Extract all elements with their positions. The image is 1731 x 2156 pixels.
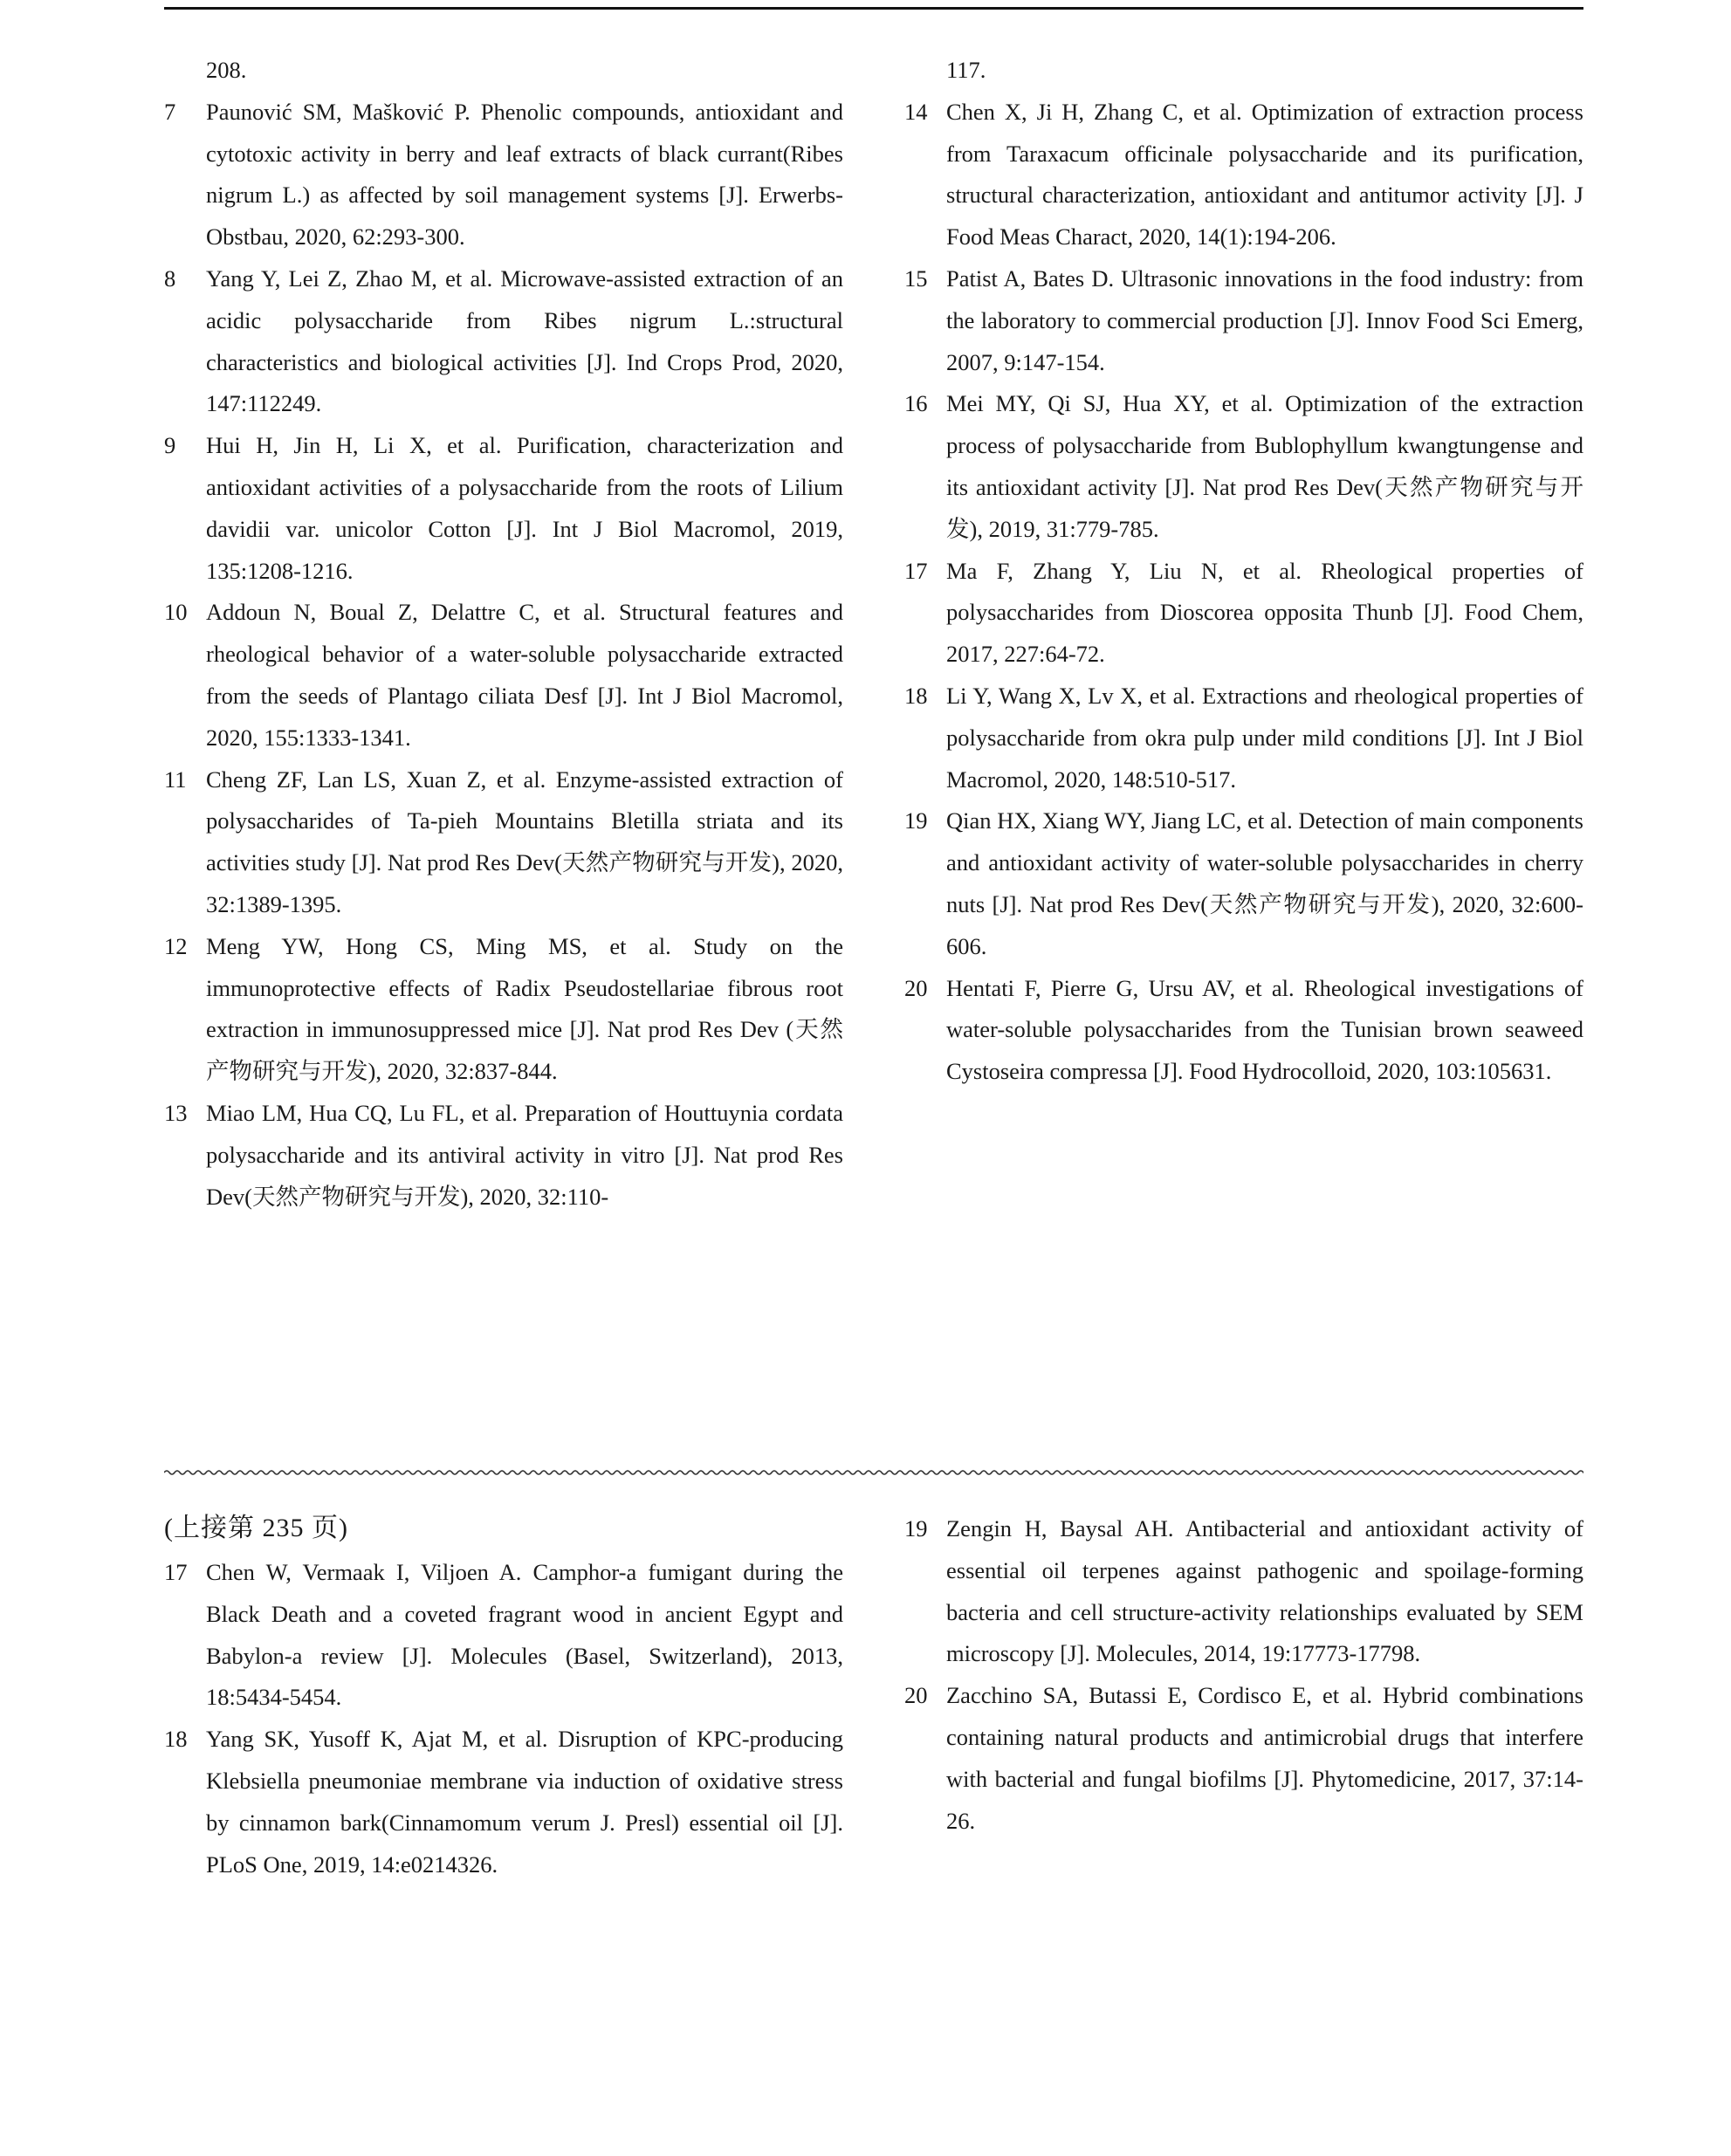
- wavy-divider: [164, 1465, 1583, 1480]
- continuation-text: 117.: [946, 57, 986, 83]
- reference-item: 14 Chen X, Ji H, Zhang C, et al. Optimization of extraction process from Taraxacum officinale polysaccharide and its purification, structural characterization, antioxidant and antitumor activity [J]. J Food Meas Charact, 2020, 14(1):194-206.: [904, 98, 1583, 251]
- reference-item: 19 Qian HX, Xiang WY, Jiang LC, et al. Detection of main components and antioxidant activity of water-soluble polysaccharides in cherry nuts [J]. Nat prod Res Dev(天然产物研究与开发), 2020, 32:600-606.: [904, 807, 1583, 959]
- reference-item: 15 Patist A, Bates D. Ultrasonic innovations in the food industry: from the laboratory to commercial production [J]. Innov Food Sci Emerg, 2007, 9:147-154.: [904, 264, 1583, 375]
- top-right-column: [904, 50, 1583, 1093]
- continued-from-label: (上接第 235 页): [164, 1514, 348, 1542]
- reference-item: 19 Zengin H, Baysal AH. Antibacterial and antioxidant activity of essential oil terpenes against pathogenic and spoilage-forming bacteria and cell structure-activity relationships evaluated by SEM microscopy [J]. Molecules, 2014, 19:17773-17798.: [904, 1515, 1583, 1667]
- bottom-right-column: [904, 1508, 1583, 1842]
- reference-item: 7 Paunović SM, Mašković P. Phenolic compounds, antioxidant and cytotoxic activity in berry and leaf extracts of black currant(Ribes nigrum L.) as affected by soil management systems [J]. Erwerbs-Obstbau, 2020, 62:293-300.: [164, 98, 843, 251]
- reference-item: 12 Meng YW, Hong CS, Ming MS, et al. Study on the immunoprotective effects of Radix Pseudostellariae fibrous root extraction in immunosuppressed mice [J]. Nat prod Res Dev (天然产物研究与开发), 2020, 32:837-844.: [164, 932, 843, 1085]
- continuation-text: 208.: [206, 57, 247, 83]
- header-rule: [164, 7, 1583, 10]
- reference-item: 17 Chen W, Vermaak I, Viljoen A. Camphor-a fumigant during the Black Death and a coveted fragrant wood in ancient Egypt and Babylon-a review [J]. Molecules (Basel, Switzerland), 2013, 18:5434-5454.: [164, 1559, 843, 1711]
- reference-item: 17 Ma F, Zhang Y, Liu N, et al. Rheological properties of polysaccharides from Dioscorea opposita Thunb [J]. Food Chem, 2017, 227:64-72.: [904, 557, 1583, 668]
- reference-item: 8 Yang Y, Lei Z, Zhao M, et al. Microwave-assisted extraction of an acidic polysaccharide from Ribes nigrum L.:structural characteristics and biological activities [J]. Ind Crops Prod, 2020, 147:112249.: [164, 264, 843, 417]
- reference-item: 16 Mei MY, Qi SJ, Hua XY, et al. Optimization of the extraction process of polysaccharide from Bublophyllum kwangtungense and its antioxidant activity [J]. Nat prod Res Dev(天然产物研究与开发), 2019, 31:779-785.: [904, 390, 1583, 542]
- reference-item: 20 Zacchino SA, Butassi E, Cordisco E, et al. Hybrid combinations containing natural products and antimicrobial drugs that interfere with bacterial and fungal biofilms [J]. Phytomedicine, 2017, 37:14-26.: [904, 1682, 1583, 1834]
- top-left-column: [164, 50, 843, 1218]
- reference-item: 18 Li Y, Wang X, Lv X, et al. Extractions and rheological properties of polysaccharide from okra pulp under mild conditions [J]. Int J Biol Macromol, 2020, 148:510-517.: [904, 682, 1583, 793]
- bottom-left-column: [164, 1507, 843, 1885]
- reference-item: 9 Hui H, Jin H, Li X, et al. Purification, characterization and antioxidant activities of a polysaccharide from the roots of Lilium davidii var. unicolor Cotton [J]. Int J Biol Macromol, 2019, 135:1208-1216.: [164, 432, 843, 584]
- reference-item: 11 Cheng ZF, Lan LS, Xuan Z, et al. Enzyme-assisted extraction of polysaccharides of Ta-pieh Mountains Bletilla striata and its activities study [J]. Nat prod Res Dev(天然产物研究与开发), 2020, 32:1389-1395.: [164, 766, 843, 917]
- reference-item: 13 Miao LM, Hua CQ, Lu FL, et al. Preparation of Houttuynia cordata polysaccharide and its antiviral activity in vitro [J]. Nat prod Res Dev(天然产物研究与开发), 2020, 32:110-: [164, 1099, 843, 1210]
- reference-item: 20 Hentati F, Pierre G, Ursu AV, et al. Rheological investigations of water-soluble polysaccharides from the Tunisian brown seaweed Cystoseira compressa [J]. Food Hydrocolloid, 2020, 103:105631.: [904, 974, 1583, 1085]
- reference-item: 18 Yang SK, Yusoff K, Ajat M, et al. Disruption of KPC-producing Klebsiella pneumoniae membrane via induction of oxidative stress by cinnamon bark(Cinnamomum verum J. Presl) essential oil [J]. PLoS One, 2019, 14:e0214326.: [164, 1726, 843, 1878]
- reference-item: 10 Addoun N, Boual Z, Delattre C, et al. Structural features and rheological behavior of a water-soluble polysaccharide extracted from the seeds of Plantago ciliata Desf [J]. Int J Biol Macromol, 2020, 155:1333-1341.: [164, 599, 843, 751]
